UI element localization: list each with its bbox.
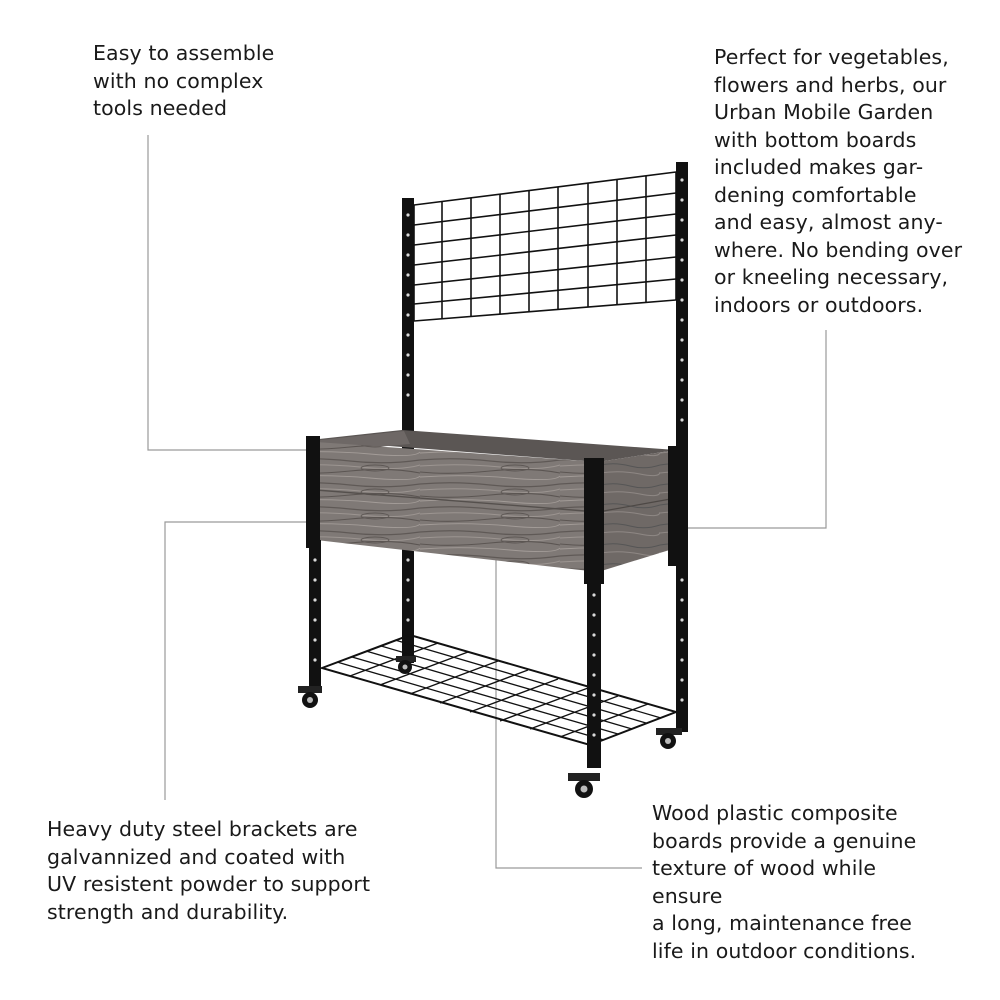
leader-line-description [685,330,826,528]
leader-line-wood [496,548,642,868]
callout-wood-composite: Wood plastic composite boards provide a genuine texture of wood while ensure a long, maintenance free life in outdoor conditions. [652,801,917,963]
trellis-grid [414,172,676,321]
bottom-wire-shelf [322,635,676,745]
planter-front-panel [316,442,598,572]
caster-front-left [298,686,322,708]
caster-rear-right [656,728,682,749]
leader-line-assembly [148,135,308,450]
caster-front-right [568,773,600,798]
callout-product-description: Perfect for vegetables, flowers and herbs, our Urban Mobile Garden with bottom boards included makes gar- dening comfortable and easy, almost any- where. No bending over or kneeling necessary, indoors or outdoors. [714,45,963,317]
planter-end-panel [598,450,676,572]
callout-steel-brackets: Heavy duty steel brackets are galvannized and coated with UV resistent powder to support strength and durability. [47,817,371,924]
callout-easy-assembly: Easy to assemble with no complex tools needed [93,41,275,120]
leader-line-steel [165,522,310,800]
